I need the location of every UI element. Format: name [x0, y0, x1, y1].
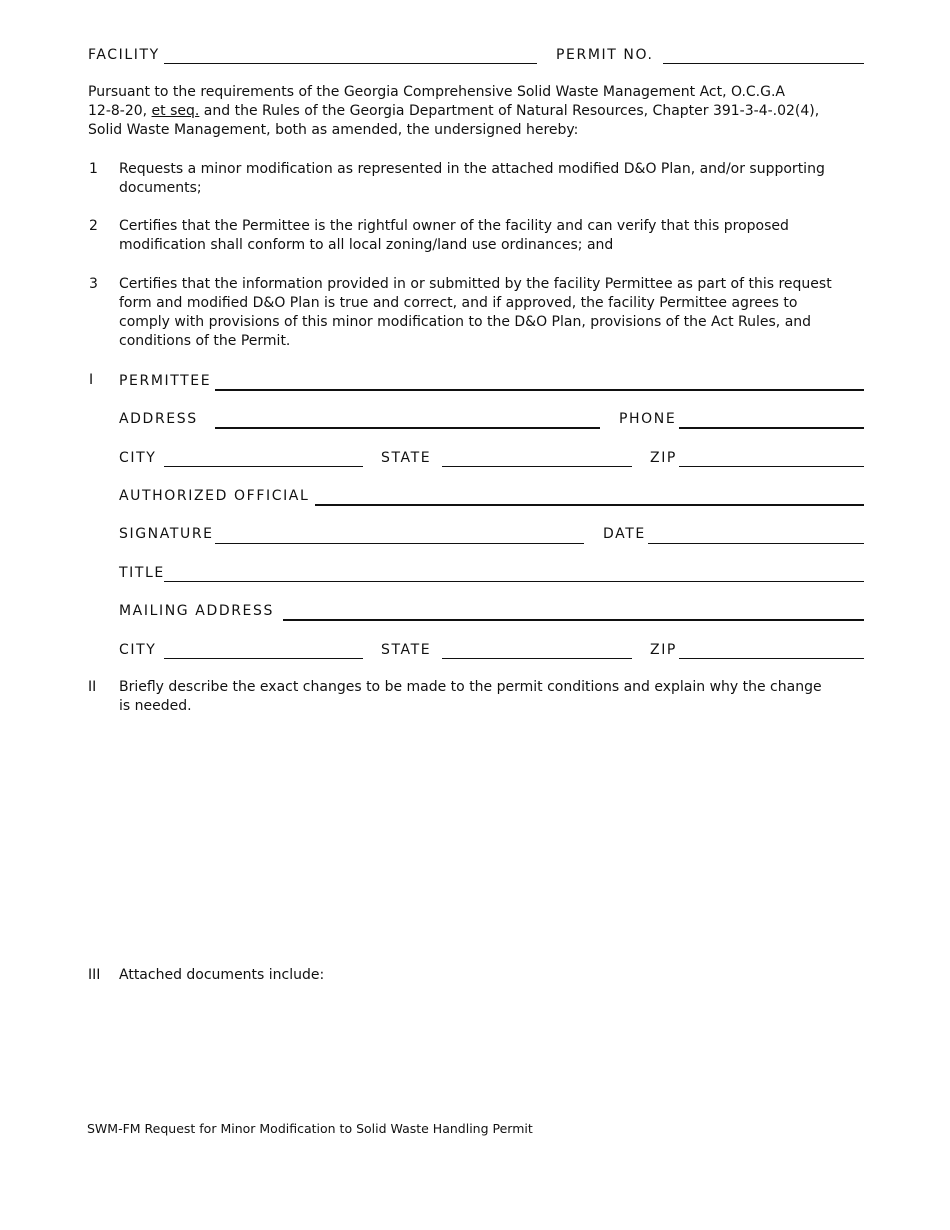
signature-field[interactable] — [215, 543, 584, 544]
section-1-numeral: I — [89, 372, 94, 388]
intro-line-2-post: and the Rules of the Georgia Department of Natural Resources, Chapter 391-3-4-.02(4), — [199, 103, 820, 119]
mailing-state-label: STATE — [381, 642, 432, 658]
address-field[interactable] — [215, 427, 600, 429]
item-3-line-1: Certifies that the information provided in or submitted by the facility Permittee as part of this request — [119, 276, 832, 292]
city-label: CITY — [119, 450, 157, 466]
intro-line-1: Pursuant to the requirements of the Georgia Comprehensive Solid Waste Management Act, O.C.G.A — [88, 84, 786, 100]
title-field[interactable] — [164, 581, 864, 582]
section-3-numeral: III — [88, 967, 101, 983]
mailing-city-label: CITY — [119, 642, 157, 658]
phone-label: PHONE — [619, 411, 677, 427]
date-label: DATE — [603, 526, 646, 542]
intro-line-2 — [88, 102, 819, 121]
permittee-label: PERMITTEE — [119, 373, 212, 389]
state-label: STATE — [381, 450, 432, 466]
item-3-number: 3 — [89, 276, 98, 292]
zip-field[interactable] — [679, 466, 864, 467]
section-2-numeral: II — [88, 679, 97, 695]
item-3-line-2: form and modified D&O Plan is true and correct, and if approved, the facility Permittee agrees to — [119, 295, 798, 311]
item-2-line-1: Certifies that the Permittee is the rightful owner of the facility and can verify that this proposed — [119, 218, 789, 234]
section-2-line-2: is needed. — [119, 698, 192, 714]
facility-label: FACILITY — [88, 47, 160, 63]
authorized-official-label: AUTHORIZED OFFICIAL — [119, 488, 310, 504]
mailing-address-field[interactable] — [283, 619, 864, 621]
permittee-field[interactable] — [215, 389, 864, 391]
mailing-state-field[interactable] — [442, 658, 632, 659]
signature-label: SIGNATURE — [119, 526, 214, 542]
footer-form-title: SWM-FM Request for Minor Modification to Solid Waste Handling Permit — [87, 1121, 533, 1136]
intro-line-3: Solid Waste Management, both as amended, the undersigned hereby: — [88, 122, 579, 138]
item-3-line-4: conditions of the Permit. — [119, 333, 291, 349]
authorized-official-field[interactable] — [315, 504, 864, 506]
item-1-line-1: Requests a minor modification as represented in the attached modified D&O Plan, and/or supporting — [119, 161, 825, 177]
title-label: TITLE — [119, 565, 165, 581]
intro-line-2-pre: 12-8-20, — [88, 103, 152, 119]
item-1-line-2: documents; — [119, 180, 202, 196]
item-1-number: 1 — [89, 161, 98, 177]
mailing-city-field[interactable] — [164, 658, 363, 659]
city-field[interactable] — [164, 466, 363, 467]
mailing-zip-field[interactable] — [679, 658, 864, 659]
section-2-line-1: Briefly describe the exact changes to be made to the permit conditions and explain why the change — [119, 679, 822, 695]
state-field[interactable] — [442, 466, 632, 467]
mailing-address-label: MAILING ADDRESS — [119, 603, 274, 619]
phone-field[interactable] — [679, 427, 864, 429]
mailing-zip-label: ZIP — [650, 642, 677, 658]
et-seq-text: et seq. — [151, 103, 200, 119]
permit-no-field[interactable] — [663, 63, 864, 64]
address-label: ADDRESS — [119, 411, 198, 427]
item-2-number: 2 — [89, 218, 98, 234]
zip-label: ZIP — [650, 450, 677, 466]
facility-field[interactable] — [164, 63, 537, 64]
item-3-line-3: comply with provisions of this minor modification to the D&O Plan, provisions of the Act Rules, and — [119, 314, 812, 330]
attached-documents-label: Attached documents include: — [119, 967, 325, 983]
item-2-line-2: modification shall conform to all local zoning/land use ordinances; and — [119, 237, 614, 253]
date-field[interactable] — [648, 543, 864, 544]
permit-no-label: PERMIT NO. — [556, 47, 654, 63]
